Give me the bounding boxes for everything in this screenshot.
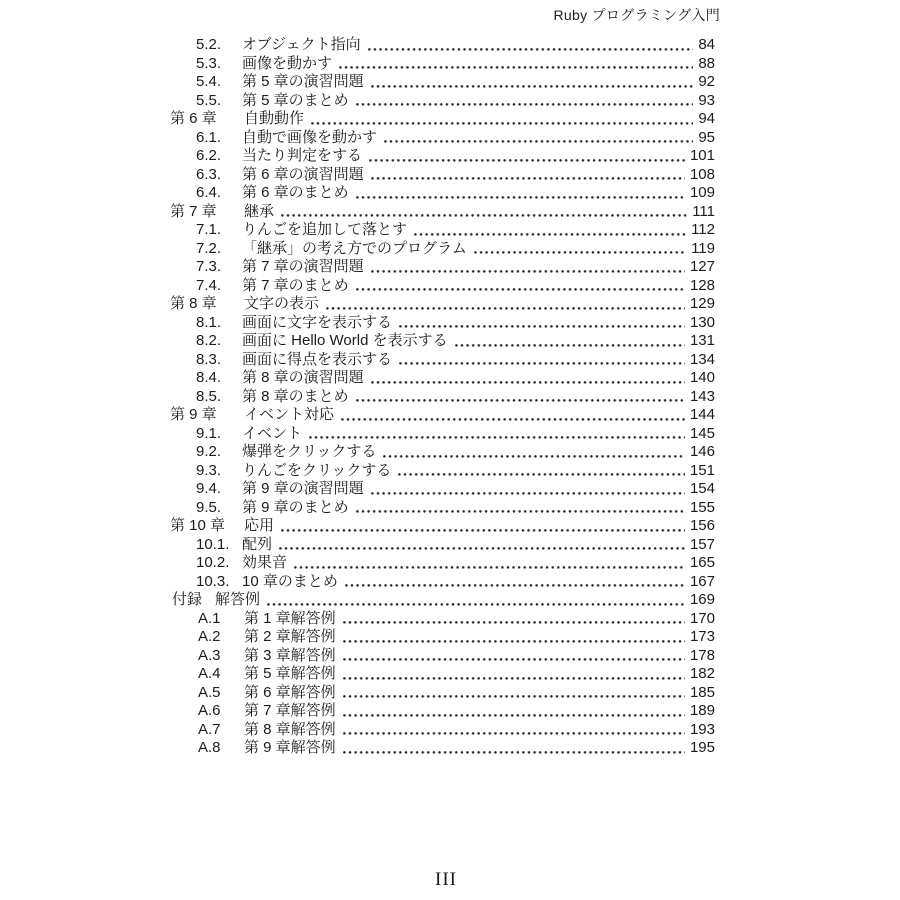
toc-entry-number: A.2 bbox=[198, 628, 221, 645]
dot-leader bbox=[311, 122, 693, 125]
book-title: Ruby プログラミング入門 bbox=[553, 7, 720, 23]
toc-entry-page: 155 bbox=[689, 498, 715, 516]
toc-entry-number: 8.2. bbox=[196, 332, 222, 349]
toc-entry-number: 6.4. bbox=[196, 184, 222, 201]
toc-entry-page: 182 bbox=[689, 665, 715, 682]
toc-entry-number: A.1 bbox=[198, 609, 221, 627]
toc-entry-title: 第 1 章解答例 bbox=[244, 609, 336, 627]
toc-row bbox=[0, 406, 900, 425]
toc-entry-title: りんごをクリックする bbox=[242, 461, 392, 479]
dot-leader bbox=[309, 436, 685, 439]
toc-entry-page: 145 bbox=[689, 424, 715, 442]
toc-entry-title: 第 5 章解答例 bbox=[244, 665, 336, 682]
dot-leader bbox=[343, 677, 685, 680]
toc-entry-number: A.6 bbox=[198, 702, 221, 719]
dot-leader bbox=[356, 288, 685, 291]
toc-row bbox=[0, 647, 900, 666]
toc-entry-title: 文字の表示 bbox=[244, 295, 320, 312]
toc-entry-title: 第 8 章解答例 bbox=[244, 720, 336, 738]
dot-leader bbox=[343, 714, 685, 717]
dot-leader bbox=[371, 177, 685, 180]
dot-leader bbox=[399, 362, 685, 365]
toc-entry-title: 第 6 章解答例 bbox=[244, 683, 336, 701]
toc-entry-page: 195 bbox=[689, 739, 715, 756]
toc-entry-number: 第 9 章 bbox=[170, 406, 217, 423]
toc-entry-page: 157 bbox=[689, 535, 715, 553]
toc-row bbox=[0, 129, 900, 148]
toc-entry-number: 9.1. bbox=[196, 424, 222, 442]
toc-entry-title: 自動で画像を動かす bbox=[242, 128, 378, 146]
toc-entry-title: 当たり判定をする bbox=[242, 147, 363, 164]
toc-row bbox=[0, 480, 900, 499]
dot-leader bbox=[339, 66, 693, 69]
dot-leader bbox=[398, 473, 685, 476]
toc-entry-title: 第 6 章の演習問題 bbox=[242, 165, 364, 183]
toc-row bbox=[0, 610, 900, 629]
toc-entry-page: 156 bbox=[689, 517, 715, 534]
toc-entry-title: 第 7 章のまとめ bbox=[242, 276, 349, 294]
toc-entry-number: 8.1. bbox=[196, 313, 222, 331]
toc-entry-title: 応用 bbox=[244, 517, 275, 534]
dot-leader bbox=[343, 640, 685, 643]
dot-leader bbox=[356, 196, 685, 199]
toc-entry-number: 第 8 章 bbox=[170, 295, 217, 312]
toc-entry-number: 8.5. bbox=[196, 387, 222, 405]
dot-leader bbox=[281, 214, 687, 217]
toc-entry-title: 自動動作 bbox=[244, 110, 305, 127]
toc-entry-title: 第 7 章の演習問題 bbox=[242, 258, 364, 275]
toc-row bbox=[0, 554, 900, 573]
toc-row bbox=[0, 332, 900, 351]
toc-entry-number: 7.3. bbox=[196, 258, 222, 275]
toc-entry-page: 92 bbox=[698, 73, 715, 90]
toc-row bbox=[0, 499, 900, 518]
dot-leader bbox=[356, 399, 685, 402]
dot-leader bbox=[343, 621, 685, 624]
toc-entry-title: 第 3 章解答例 bbox=[244, 646, 336, 664]
toc-row bbox=[0, 55, 900, 74]
table-of-contents bbox=[0, 36, 900, 758]
toc-row bbox=[0, 628, 900, 647]
dot-leader bbox=[371, 85, 694, 88]
toc-entry-page: 93 bbox=[698, 91, 715, 109]
toc-row bbox=[0, 203, 900, 222]
toc-row bbox=[0, 573, 900, 592]
page-footer bbox=[0, 869, 892, 891]
toc-entry-title: りんごを追加して落とす bbox=[242, 221, 408, 238]
dot-leader bbox=[345, 584, 685, 587]
toc-row bbox=[0, 147, 900, 166]
toc-entry-number: 付録 bbox=[172, 591, 203, 608]
toc-entry-title: 第 5 章の演習問題 bbox=[242, 73, 364, 90]
dot-leader bbox=[474, 251, 686, 254]
dot-leader bbox=[414, 233, 686, 236]
dot-leader bbox=[383, 455, 685, 458]
toc-entry-page: 143 bbox=[689, 387, 715, 405]
toc-row bbox=[0, 702, 900, 721]
toc-row bbox=[0, 240, 900, 259]
toc-entry-page: 129 bbox=[689, 295, 715, 312]
toc-entry-page: 84 bbox=[698, 36, 715, 53]
toc-entry-page: 88 bbox=[698, 54, 715, 72]
toc-entry-title: 画面に得点を表示する bbox=[242, 350, 393, 368]
dot-leader bbox=[371, 492, 685, 495]
toc-entry-page: 144 bbox=[689, 406, 715, 423]
toc-entry-page: 95 bbox=[698, 128, 715, 146]
toc-entry-number: 10.3. bbox=[196, 572, 230, 590]
toc-entry-page: 119 bbox=[691, 239, 715, 257]
toc-entry-page: 185 bbox=[689, 683, 715, 701]
toc-row bbox=[0, 73, 900, 92]
toc-entry-page: 130 bbox=[689, 313, 715, 331]
dot-leader bbox=[356, 103, 694, 106]
toc-entry-number: 10.1. bbox=[196, 535, 230, 553]
toc-entry-title: 第 8 章のまとめ bbox=[242, 387, 349, 405]
toc-entry-title: 解答例 bbox=[215, 591, 261, 608]
toc-entry-page: 134 bbox=[689, 350, 715, 368]
toc-entry-page: 170 bbox=[689, 609, 715, 627]
toc-entry-number: 9.5. bbox=[196, 498, 222, 516]
toc-entry-number: A.4 bbox=[198, 665, 221, 682]
toc-entry-number: 5.4. bbox=[196, 73, 222, 90]
toc-row bbox=[0, 92, 900, 111]
toc-entry-title: 継承 bbox=[244, 202, 275, 220]
toc-entry-page: 112 bbox=[691, 221, 715, 238]
dot-leader bbox=[369, 159, 685, 162]
toc-entry-number: 7.4. bbox=[196, 276, 222, 294]
toc-entry-number: A.8 bbox=[198, 739, 221, 756]
toc-row bbox=[0, 721, 900, 740]
dot-leader bbox=[294, 566, 685, 569]
dot-leader bbox=[343, 751, 685, 754]
toc-entry-page: 128 bbox=[689, 276, 715, 294]
toc-entry-title: 効果音 bbox=[242, 554, 288, 571]
dot-leader bbox=[341, 418, 685, 421]
dot-leader bbox=[343, 695, 685, 698]
toc-entry-number: 第 6 章 bbox=[170, 110, 217, 127]
toc-entry-title: 10 章のまとめ bbox=[242, 572, 338, 590]
toc-entry-page: 108 bbox=[689, 165, 715, 183]
toc-entry-title: 第 9 章解答例 bbox=[244, 739, 336, 756]
page-number: III bbox=[435, 869, 457, 890]
toc-entry-number: 8.3. bbox=[196, 350, 222, 368]
toc-entry-page: 146 bbox=[689, 443, 715, 460]
toc-entry-page: 109 bbox=[689, 184, 715, 201]
toc-entry-page: 189 bbox=[689, 702, 715, 719]
toc-entry-title: 第 8 章の演習問題 bbox=[242, 369, 364, 386]
toc-entry-number: 6.2. bbox=[196, 147, 222, 164]
toc-entry-page: 167 bbox=[689, 572, 715, 590]
toc-entry-page: 173 bbox=[689, 628, 715, 645]
toc-entry-number: 9.3. bbox=[196, 461, 222, 479]
dot-leader bbox=[371, 270, 685, 273]
toc-entry-number: 10.2. bbox=[196, 554, 230, 571]
toc-entry-page: 193 bbox=[689, 720, 715, 738]
dot-leader bbox=[368, 48, 694, 51]
toc-row bbox=[0, 295, 900, 314]
toc-entry-number: 9.2. bbox=[196, 443, 222, 460]
toc-entry-title: 第 6 章のまとめ bbox=[242, 184, 349, 201]
page-header bbox=[0, 5, 720, 25]
dot-leader bbox=[326, 307, 685, 310]
toc-entry-title: 第 2 章解答例 bbox=[244, 628, 336, 645]
toc-entry-page: 127 bbox=[689, 258, 715, 275]
dot-leader bbox=[371, 381, 685, 384]
toc-entry-page: 140 bbox=[689, 369, 715, 386]
toc-entry-title: 画像を動かす bbox=[242, 54, 333, 72]
toc-entry-page: 154 bbox=[689, 480, 715, 497]
toc-entry-title: 第 7 章解答例 bbox=[244, 702, 336, 719]
toc-row bbox=[0, 425, 900, 444]
toc-entry-page: 169 bbox=[689, 591, 715, 608]
toc-entry-number: 7.1. bbox=[196, 221, 222, 238]
toc-row bbox=[0, 462, 900, 481]
dot-leader bbox=[455, 344, 685, 347]
toc-row bbox=[0, 591, 900, 610]
dot-leader bbox=[279, 547, 685, 550]
toc-entry-number: 5.5. bbox=[196, 91, 222, 109]
toc-row bbox=[0, 739, 900, 758]
toc-entry-number: 6.1. bbox=[196, 128, 222, 146]
toc-row bbox=[0, 277, 900, 296]
toc-entry-number: A.7 bbox=[198, 720, 221, 738]
toc-entry-title: イベント bbox=[242, 424, 303, 442]
toc-entry-title: 画面に Hello World を表示する bbox=[242, 332, 448, 349]
dot-leader bbox=[356, 510, 685, 513]
toc-entry-page: 94 bbox=[698, 110, 715, 127]
toc-entry-number: 第 7 章 bbox=[170, 202, 217, 220]
toc-entry-number: A.5 bbox=[198, 683, 221, 701]
toc-entry-title: 第 9 章のまとめ bbox=[242, 498, 349, 516]
toc-row bbox=[0, 443, 900, 462]
toc-entry-title: 爆弾をクリックする bbox=[242, 443, 377, 460]
toc-entry-title: 画面に文字を表示する bbox=[242, 313, 393, 331]
toc-entry-title: 「継承」の考え方でのプログラム bbox=[242, 239, 467, 257]
toc-row bbox=[0, 258, 900, 277]
dot-leader bbox=[384, 140, 693, 143]
toc-entry-number: 6.3. bbox=[196, 165, 222, 183]
toc-entry-title: オブジェクト指向 bbox=[242, 36, 361, 53]
toc-entry-number: 第 10 章 bbox=[170, 517, 226, 534]
toc-entry-number: 9.4. bbox=[196, 480, 222, 497]
toc-entry-title: イベント対応 bbox=[244, 406, 335, 423]
toc-row bbox=[0, 221, 900, 240]
toc-entry-title: 配列 bbox=[242, 535, 273, 553]
dot-leader bbox=[343, 658, 685, 661]
toc-entry-page: 151 bbox=[689, 461, 715, 479]
toc-row bbox=[0, 517, 900, 536]
toc-entry-title: 第 5 章のまとめ bbox=[242, 91, 349, 109]
toc-entry-page: 111 bbox=[692, 202, 715, 220]
toc-row bbox=[0, 110, 900, 129]
toc-row bbox=[0, 36, 900, 55]
toc-entry-number: 5.2. bbox=[196, 36, 222, 53]
dot-leader bbox=[399, 325, 685, 328]
toc-row bbox=[0, 665, 900, 684]
toc-entry-number: 8.4. bbox=[196, 369, 222, 386]
toc-row bbox=[0, 536, 900, 555]
toc-row bbox=[0, 314, 900, 333]
toc-entry-number: A.3 bbox=[198, 646, 221, 664]
dot-leader bbox=[281, 529, 685, 532]
toc-entry-number: 7.2. bbox=[196, 239, 222, 257]
dot-leader bbox=[343, 732, 685, 735]
dot-leader bbox=[267, 603, 685, 606]
toc-entry-title: 第 9 章の演習問題 bbox=[242, 480, 364, 497]
toc-entry-page: 101 bbox=[689, 147, 715, 164]
toc-row bbox=[0, 351, 900, 370]
toc-entry-page: 178 bbox=[689, 646, 715, 664]
toc-entry-number: 5.3. bbox=[196, 54, 222, 72]
toc-row bbox=[0, 684, 900, 703]
toc-entry-page: 131 bbox=[689, 332, 715, 349]
toc-row bbox=[0, 184, 900, 203]
toc-row bbox=[0, 369, 900, 388]
toc-entry-page: 165 bbox=[689, 554, 715, 571]
toc-row bbox=[0, 388, 900, 407]
toc-row bbox=[0, 166, 900, 185]
